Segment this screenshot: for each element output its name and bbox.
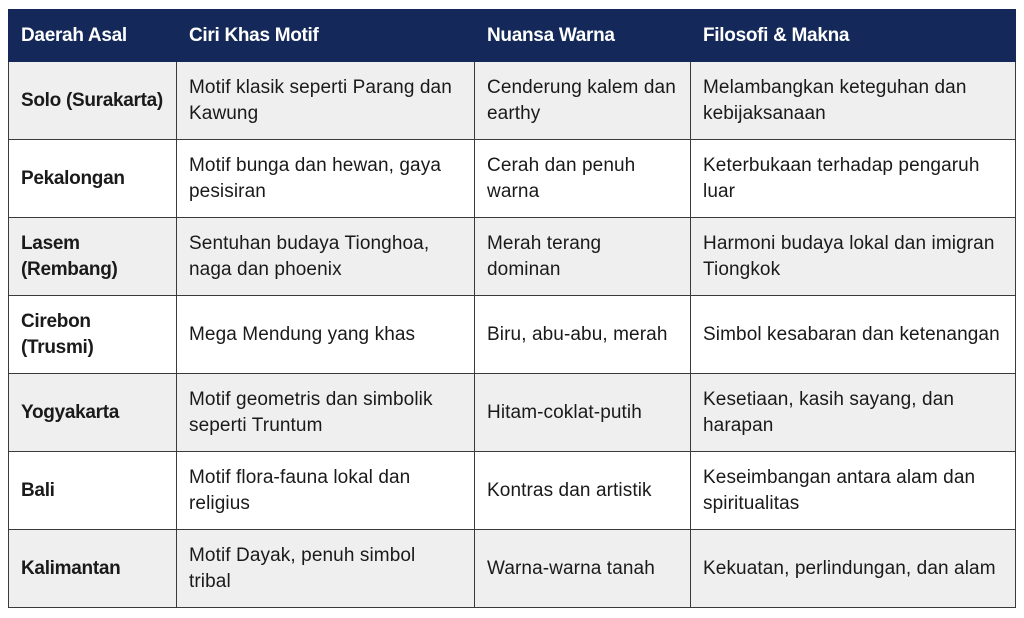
table-row bbox=[9, 62, 1016, 140]
cell-region: Pekalongan bbox=[9, 140, 177, 218]
table-row bbox=[9, 452, 1016, 530]
cell-motif: Motif geometris dan simbolik seperti Truntum bbox=[177, 374, 475, 452]
table-row bbox=[9, 296, 1016, 374]
cell-region: Solo (Surakarta) bbox=[9, 62, 177, 140]
cell-motif: Motif bunga dan hewan, gaya pesisiran bbox=[177, 140, 475, 218]
cell-philosophy: Kesetiaan, kasih sayang, dan harapan bbox=[691, 374, 1016, 452]
cell-color: Merah terang dominan bbox=[475, 218, 691, 296]
header-nuansa-warna: Nuansa Warna bbox=[475, 10, 691, 62]
table-header-row bbox=[9, 10, 1016, 62]
table-row bbox=[9, 530, 1016, 608]
header-daerah-asal: Daerah Asal bbox=[9, 10, 177, 62]
cell-philosophy: Keseimbangan antara alam dan spiritualitas bbox=[691, 452, 1016, 530]
cell-motif: Mega Mendung yang khas bbox=[177, 296, 475, 374]
batik-comparison-table bbox=[8, 9, 1016, 608]
cell-region: Lasem (Rembang) bbox=[9, 218, 177, 296]
cell-color: Cerah dan penuh warna bbox=[475, 140, 691, 218]
cell-motif: Motif klasik seperti Parang dan Kawung bbox=[177, 62, 475, 140]
cell-motif: Motif flora-fauna lokal dan religius bbox=[177, 452, 475, 530]
cell-philosophy: Simbol kesabaran dan ketenangan bbox=[691, 296, 1016, 374]
cell-motif: Motif Dayak, penuh simbol tribal bbox=[177, 530, 475, 608]
cell-color: Hitam-coklat-putih bbox=[475, 374, 691, 452]
cell-color: Biru, abu-abu, merah bbox=[475, 296, 691, 374]
table-row bbox=[9, 374, 1016, 452]
cell-region: Bali bbox=[9, 452, 177, 530]
cell-color: Kontras dan artistik bbox=[475, 452, 691, 530]
table-row bbox=[9, 218, 1016, 296]
cell-region: Cirebon (Trusmi) bbox=[9, 296, 177, 374]
table-row bbox=[9, 140, 1016, 218]
cell-philosophy: Melambangkan keteguhan dan kebijaksanaan bbox=[691, 62, 1016, 140]
cell-region: Kalimantan bbox=[9, 530, 177, 608]
cell-philosophy: Harmoni budaya lokal dan imigran Tiongkok bbox=[691, 218, 1016, 296]
header-ciri-khas-motif: Ciri Khas Motif bbox=[177, 10, 475, 62]
cell-philosophy: Keterbukaan terhadap pengaruh luar bbox=[691, 140, 1016, 218]
cell-region: Yogyakarta bbox=[9, 374, 177, 452]
cell-motif: Sentuhan budaya Tionghoa, naga dan phoenix bbox=[177, 218, 475, 296]
cell-color: Warna-warna tanah bbox=[475, 530, 691, 608]
cell-philosophy: Kekuatan, perlindungan, dan alam bbox=[691, 530, 1016, 608]
batik-table-container bbox=[8, 9, 1015, 608]
cell-color: Cenderung kalem dan earthy bbox=[475, 62, 691, 140]
header-filosofi-makna: Filosofi & Makna bbox=[691, 10, 1016, 62]
